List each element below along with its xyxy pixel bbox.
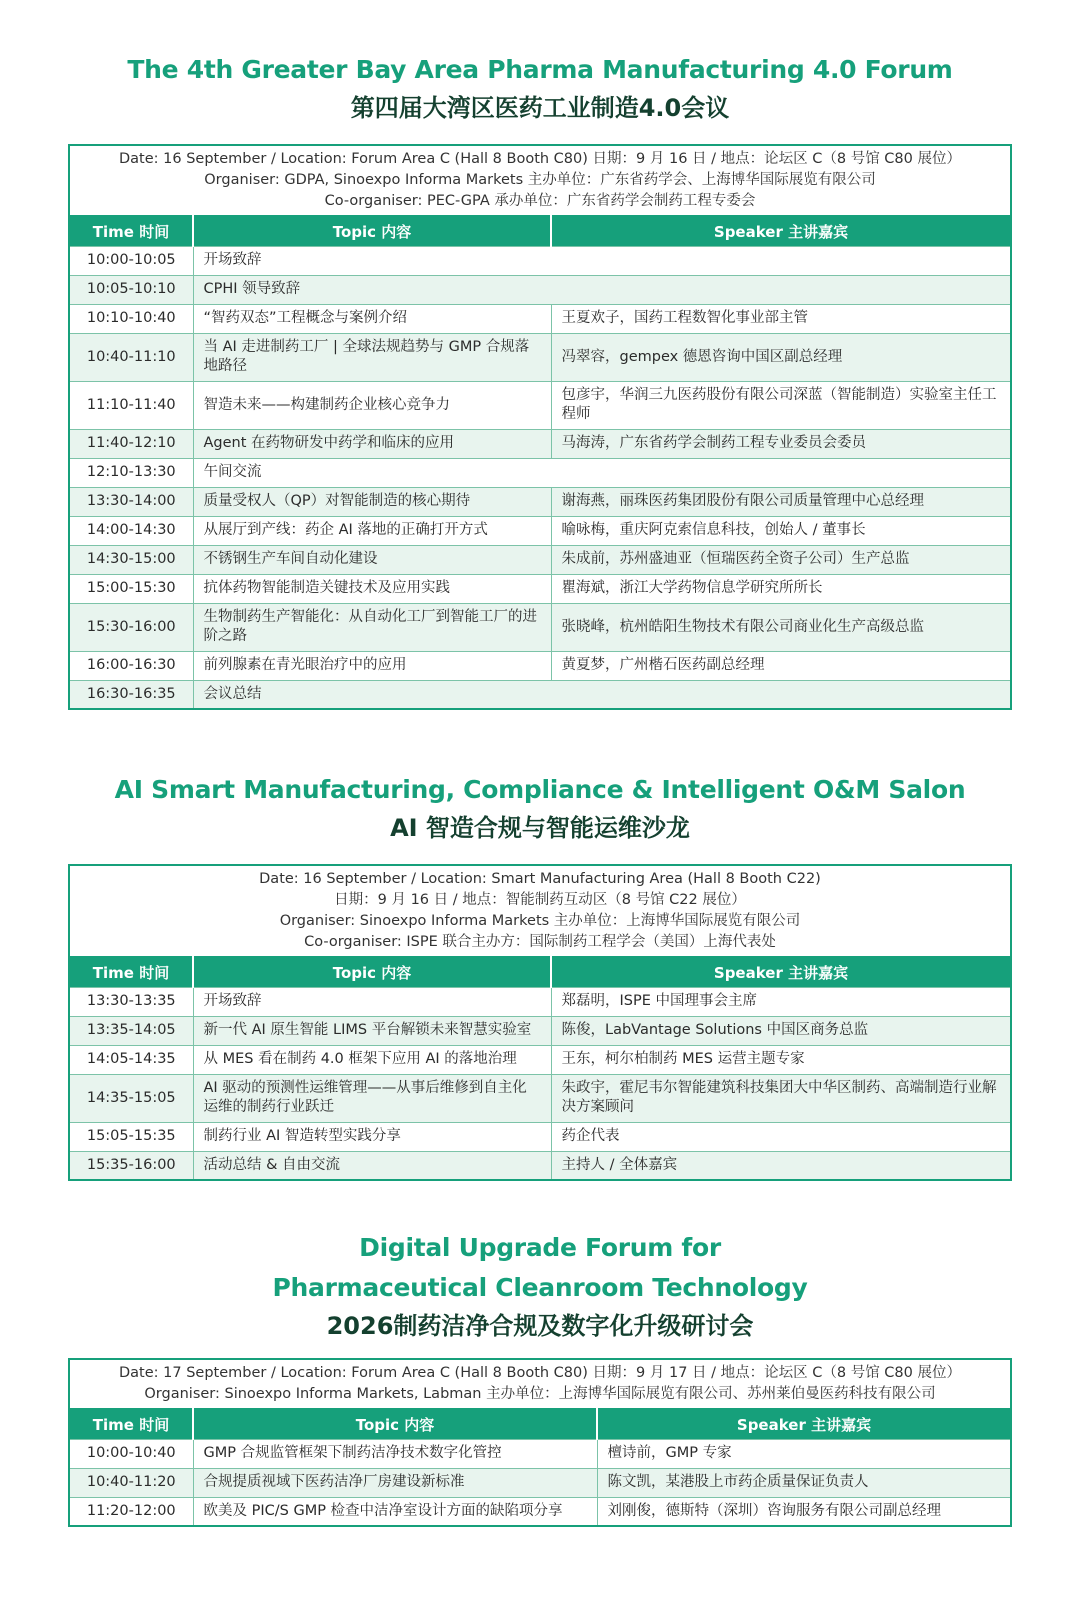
info-box [68, 864, 1012, 956]
topic-cell: 从 MES 看在制药 4.0 框架下应用 AI 的落地治理 [193, 1045, 551, 1074]
table-row [69, 1045, 1011, 1074]
time-cell: 13:35-14:05 [69, 1016, 193, 1045]
title-en-line: Digital Upgrade Forum for [359, 1233, 721, 1262]
topic-cell: 合规提质视域下医药洁净厂房建设新标准 [193, 1468, 597, 1497]
topic-cell: 生物制药生产智能化：从自动化工厂到智能工厂的进阶之路 [193, 603, 551, 651]
speaker-cell: 张晓峰，杭州皓阳生物技术有限公司商业化生产高级总监 [551, 603, 1011, 651]
table-row [69, 275, 1011, 304]
header-time: Time 时间 [69, 216, 193, 246]
table-header-row [69, 957, 1011, 987]
section-title [68, 52, 1012, 126]
info-line: Organiser: Sinoexpo Informa Markets 主办单位：上海博华国际展览有限公司 [279, 913, 801, 929]
time-cell: 15:35-16:00 [69, 1151, 193, 1180]
topic-cell: 午间交流 [193, 458, 1011, 487]
table-row [69, 1122, 1011, 1151]
table-row [69, 487, 1011, 516]
agenda-table [68, 956, 1012, 1181]
info-line: Date: 17 September / Location: Forum Area C (Hall 8 Booth C80) 日期：9 月 17 日 / 地点：论坛区 C（8 号馆 C80 展位） [118, 1365, 961, 1381]
speaker-cell: 冯翠容，gempex 德恩咨询中国区副总经理 [551, 333, 1011, 381]
time-cell: 15:05-15:35 [69, 1122, 193, 1151]
time-cell: 12:10-13:30 [69, 458, 193, 487]
table-row [69, 304, 1011, 333]
speaker-cell: 陈俊，LabVantage Solutions 中国区商务总监 [551, 1016, 1011, 1045]
topic-cell: 新一代 AI 原生智能 LIMS 平台解锁未来智慧实验室 [193, 1016, 551, 1045]
time-cell: 15:30-16:00 [69, 603, 193, 651]
speaker-cell: 刘刚俊，德斯特（深圳）咨询服务有限公司副总经理 [597, 1497, 1011, 1526]
header-time: Time 时间 [69, 957, 193, 987]
topic-cell: 活动总结 & 自由交流 [193, 1151, 551, 1180]
topic-cell: CPHI 领导致辞 [193, 275, 1011, 304]
header-speaker: Speaker 主讲嘉宾 [551, 216, 1011, 246]
time-cell: 10:00-10:40 [69, 1439, 193, 1468]
speaker-cell: 马海涛，广东省药学会制药工程专业委员会委员 [551, 429, 1011, 458]
header-topic: Topic 内容 [193, 957, 551, 987]
time-cell: 14:35-15:05 [69, 1074, 193, 1122]
table-row [69, 1151, 1011, 1180]
topic-cell: 欧美及 PIC/S GMP 检查中洁净室设计方面的缺陷项分享 [193, 1497, 597, 1526]
table-row [69, 1468, 1011, 1497]
time-cell: 13:30-14:00 [69, 487, 193, 516]
table-row [69, 987, 1011, 1016]
table-row [69, 458, 1011, 487]
speaker-cell: 陈文凯，某港股上市药企质量保证负责人 [597, 1468, 1011, 1497]
info-line: 日期：9 月 16 日 / 地点：智能制药互动区（8 号馆 C22 展位） [334, 892, 746, 908]
time-cell: 10:40-11:20 [69, 1468, 193, 1497]
title-en-line: AI Smart Manufacturing, Compliance & Intelligent O&M Salon [114, 775, 966, 804]
header-topic: Topic 内容 [193, 1409, 597, 1439]
info-box [68, 1358, 1012, 1408]
table-row [69, 1016, 1011, 1045]
info-line: Co-organiser: ISPE 联合主办方：国际制药工程学会（美国）上海代表处 [304, 934, 776, 950]
table-row [69, 603, 1011, 651]
topic-cell: AI 驱动的预测性运维管理——从事后维修到自主化运维的制药行业跃迁 [193, 1074, 551, 1122]
table-row [69, 1497, 1011, 1526]
topic-cell: Agent 在药物研发中药学和临床的应用 [193, 429, 551, 458]
speaker-cell: 王东，柯尔柏制药 MES 运营主题专家 [551, 1045, 1011, 1074]
speaker-cell: 檀诗前，GMP 专家 [597, 1439, 1011, 1468]
topic-cell: 开场致辞 [193, 987, 551, 1016]
table-row [69, 574, 1011, 603]
time-cell: 14:30-15:00 [69, 545, 193, 574]
speaker-cell: 朱政宇，霍尼韦尔智能建筑科技集团大中华区制药、高端制造行业解决方案顾问 [551, 1074, 1011, 1122]
forum-section-1 [68, 52, 1012, 710]
header-topic: Topic 内容 [193, 216, 551, 246]
topic-cell: 当 AI 走进制药工厂 | 全球法规趋势与 GMP 合规落地路径 [193, 333, 551, 381]
time-cell: 14:05-14:35 [69, 1045, 193, 1074]
topic-cell: 开场致辞 [193, 246, 1011, 275]
topic-cell: 质量受权人（QP）对智能制造的核心期待 [193, 487, 551, 516]
topic-cell: 抗体药物智能制造关键技术及应用实践 [193, 574, 551, 603]
title-cn: AI 智造合规与智能运维沙龙 [390, 814, 690, 842]
speaker-cell: 黄夏梦，广州楷石医药副总经理 [551, 651, 1011, 680]
table-header-row [69, 1409, 1011, 1439]
info-line: Organiser: GDPA, Sinoexpo Informa Markets 主办单位：广东省药学会、上海博华国际展览有限公司 [204, 172, 876, 188]
time-cell: 15:00-15:30 [69, 574, 193, 603]
info-line: Co-organiser: PEC-GPA 承办单位：广东省药学会制药工程专委会 [324, 193, 756, 209]
topic-cell: GMP 合规监管框架下制药洁净技术数字化管控 [193, 1439, 597, 1468]
topic-cell: 前列腺素在青光眼治疗中的应用 [193, 651, 551, 680]
info-box [68, 144, 1012, 215]
speaker-cell: 主持人 / 全体嘉宾 [551, 1151, 1011, 1180]
table-row [69, 333, 1011, 381]
time-cell: 11:20-12:00 [69, 1497, 193, 1526]
table-row [69, 1074, 1011, 1122]
speaker-cell: 包彦宇，华润三九医药股份有限公司深蓝（智能制造）实验室主任工程师 [551, 381, 1011, 429]
table-row [69, 516, 1011, 545]
time-cell: 10:05-10:10 [69, 275, 193, 304]
time-cell: 16:00-16:30 [69, 651, 193, 680]
info-line: Date: 16 September / Location: Forum Area C (Hall 8 Booth C80) 日期：9 月 16 日 / 地点：论坛区 C（8 号馆 C80 展位） [118, 151, 961, 167]
table-row [69, 381, 1011, 429]
topic-cell: 智造未来——构建制药企业核心竞争力 [193, 381, 551, 429]
topic-cell: 制药行业 AI 智造转型实践分享 [193, 1122, 551, 1151]
speaker-cell: 王夏欢子，国药工程数智化事业部主管 [551, 304, 1011, 333]
section-title [68, 772, 1012, 846]
time-cell: 13:30-13:35 [69, 987, 193, 1016]
info-line: Organiser: Sinoexpo Informa Markets, Labman 主办单位：上海博华国际展览有限公司、苏州莱伯曼医药科技有限公司 [144, 1386, 936, 1402]
table-row [69, 1439, 1011, 1468]
speaker-cell: 药企代表 [551, 1122, 1011, 1151]
table-header-row [69, 216, 1011, 246]
table-row [69, 545, 1011, 574]
speaker-cell: 谢海燕，丽珠医药集团股份有限公司质量管理中心总经理 [551, 487, 1011, 516]
forum-section-3 [68, 1228, 1012, 1527]
forum-section-2 [68, 772, 1012, 1181]
header-speaker: Speaker 主讲嘉宾 [597, 1409, 1011, 1439]
table-row [69, 680, 1011, 709]
time-cell: 11:40-12:10 [69, 429, 193, 458]
topic-cell: 从展厅到产线：药企 AI 落地的正确打开方式 [193, 516, 551, 545]
topic-cell: 不锈钢生产车间自动化建设 [193, 545, 551, 574]
agenda-table [68, 215, 1012, 710]
time-cell: 16:30-16:35 [69, 680, 193, 709]
table-row [69, 651, 1011, 680]
title-cn: 2026制药洁净合规及数字化升级研讨会 [326, 1312, 754, 1340]
time-cell: 10:00-10:05 [69, 246, 193, 275]
time-cell: 10:40-11:10 [69, 333, 193, 381]
table-row [69, 429, 1011, 458]
title-en-line: The 4th Greater Bay Area Pharma Manufacturing 4.0 Forum [127, 55, 953, 84]
speaker-cell: 喻咏梅，重庆阿克索信息科技，创始人 / 董事长 [551, 516, 1011, 545]
time-cell: 11:10-11:40 [69, 381, 193, 429]
topic-cell: “智药双态”工程概念与案例介绍 [193, 304, 551, 333]
speaker-cell: 瞿海斌，浙江大学药物信息学研究所所长 [551, 574, 1011, 603]
time-cell: 14:00-14:30 [69, 516, 193, 545]
header-speaker: Speaker 主讲嘉宾 [551, 957, 1011, 987]
agenda-table [68, 1408, 1012, 1527]
speaker-cell: 朱成前，苏州盛迪亚（恒瑞医药全资子公司）生产总监 [551, 545, 1011, 574]
info-line: Date: 16 September / Location: Smart Manufacturing Area (Hall 8 Booth C22) [259, 871, 821, 887]
speaker-cell: 郑磊明，ISPE 中国理事会主席 [551, 987, 1011, 1016]
topic-cell: 会议总结 [193, 680, 1011, 709]
title-en-line: Pharmaceutical Cleanroom Technology [272, 1273, 808, 1302]
header-time: Time 时间 [69, 1409, 193, 1439]
section-title [68, 1228, 1012, 1344]
title-cn: 第四届大湾区医药工业制造4.0会议 [350, 94, 730, 122]
time-cell: 10:10-10:40 [69, 304, 193, 333]
table-row [69, 246, 1011, 275]
